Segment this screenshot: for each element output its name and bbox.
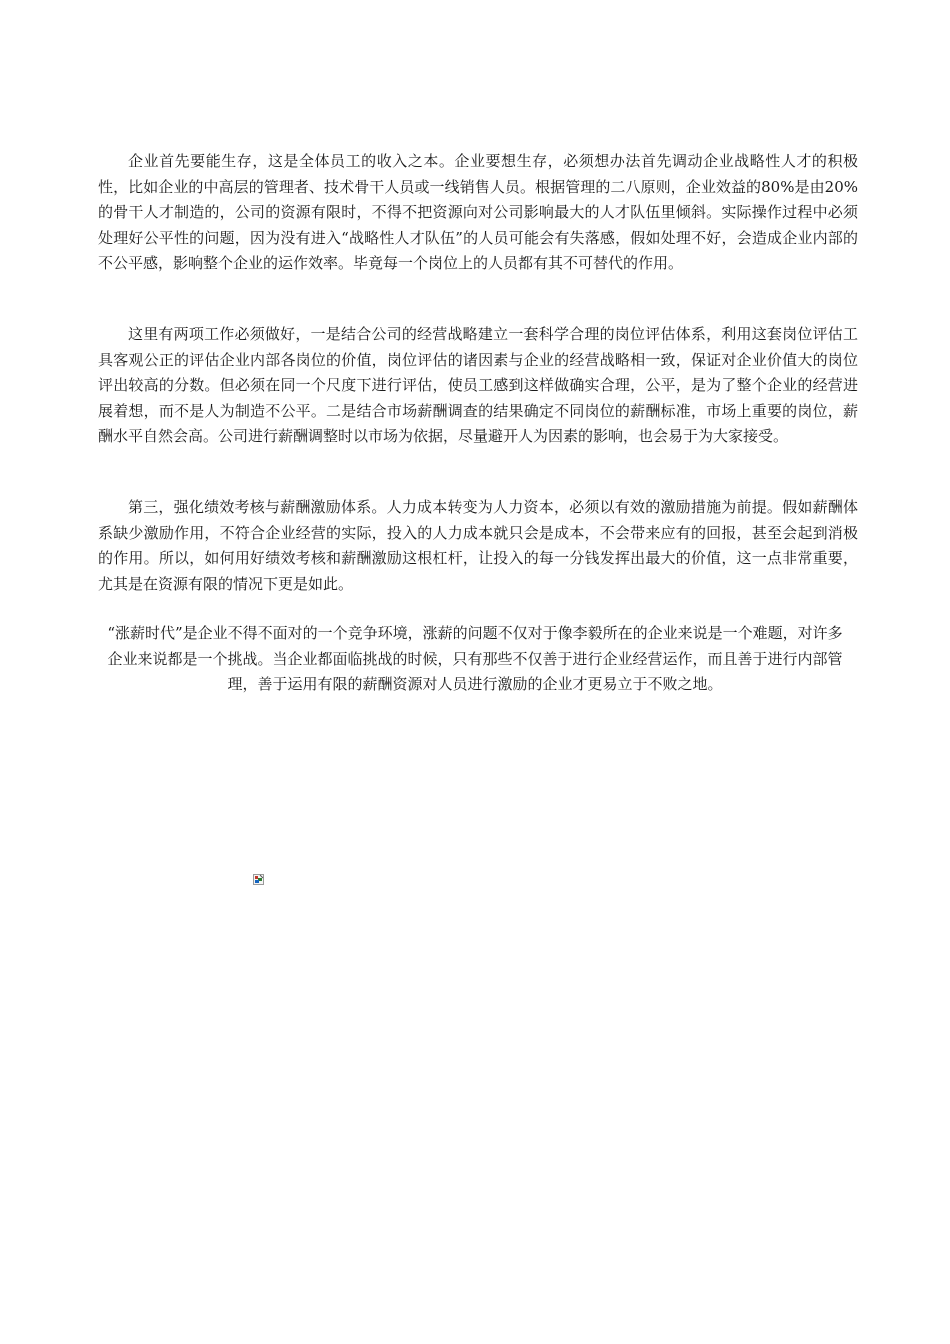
broken-image-icon xyxy=(253,870,264,881)
paragraph-4: “涨薪时代”是企业不得不面对的一个竞争环境，涨薪的问题不仅对于像李毅所在的企业来说是一个难题，对许多企业来说都是一个挑战。当企业都面临挑战的时候，只有那些不仅善于进行企业经营运作，而且善于进行内部管理，善于运用有限的薪酬资源对人员进行激励的企业才更易立于不败之地。 xyxy=(107,624,843,693)
paragraph-1: 企业首先要能生存，这是全体员工的收入之本。企业要想生存，必须想办法首先调动企业战略性人才的积极性，比如企业的中高层的管理者、技术骨干人员或一线销售人员。根据管理的二八原则，企业效益的80%是由20%的骨干人才制造的，公司的资源有限时，不得不把资源向对公司影响最大的人才队伍里倾斜。实际操作过程中必须处理好公平性的问题，因为没有进入“战略性人才队伍”的人员可能会有失落感，假如处理不好，会造成企业内部的不公平感，影响整个企业的运作效率。毕竟每一个岗位上的人员都有其不可替代的作用。 xyxy=(98,152,858,272)
paragraph-3: 第三，强化绩效考核与薪酬激励体系。人力成本转变为人力资本，必须以有效的激励措施为前提。假如薪酬体系缺少激励作用，不符合企业经营的实际，投入的人力成本就只会是成本，不会带来应有的回报，甚至会起到消极的作用。所以，如何用好绩效考核和薪酬激励这根杠杆，让投入的每一分钱发挥出最大的价值，这一点非常重要，尤其是在资源有限的情况下更是如此。 xyxy=(98,498,858,593)
paragraph-2: 这里有两项工作必须做好，一是结合公司的经营战略建立一套科学合理的岗位评估体系，利用这套岗位评估工具客观公正的评估企业内部各岗位的价值，岗位评估的诸因素与企业的经营战略相一致，保证对企业价值大的岗位评出较高的分数。但必须在同一个尺度下进行评估，使员工感到这样做确实合理，公平，是为了整个企业的经营进展着想，而不是人为制造不公平。二是结合市场薪酬调查的结果确定不同岗位的薪酬标准，市场上重要的岗位，薪酬水平自然会高。公司进行薪酬调整时以市场为依据，尽量避开人为因素的影响，也会易于为大家接受。 xyxy=(98,325,858,445)
